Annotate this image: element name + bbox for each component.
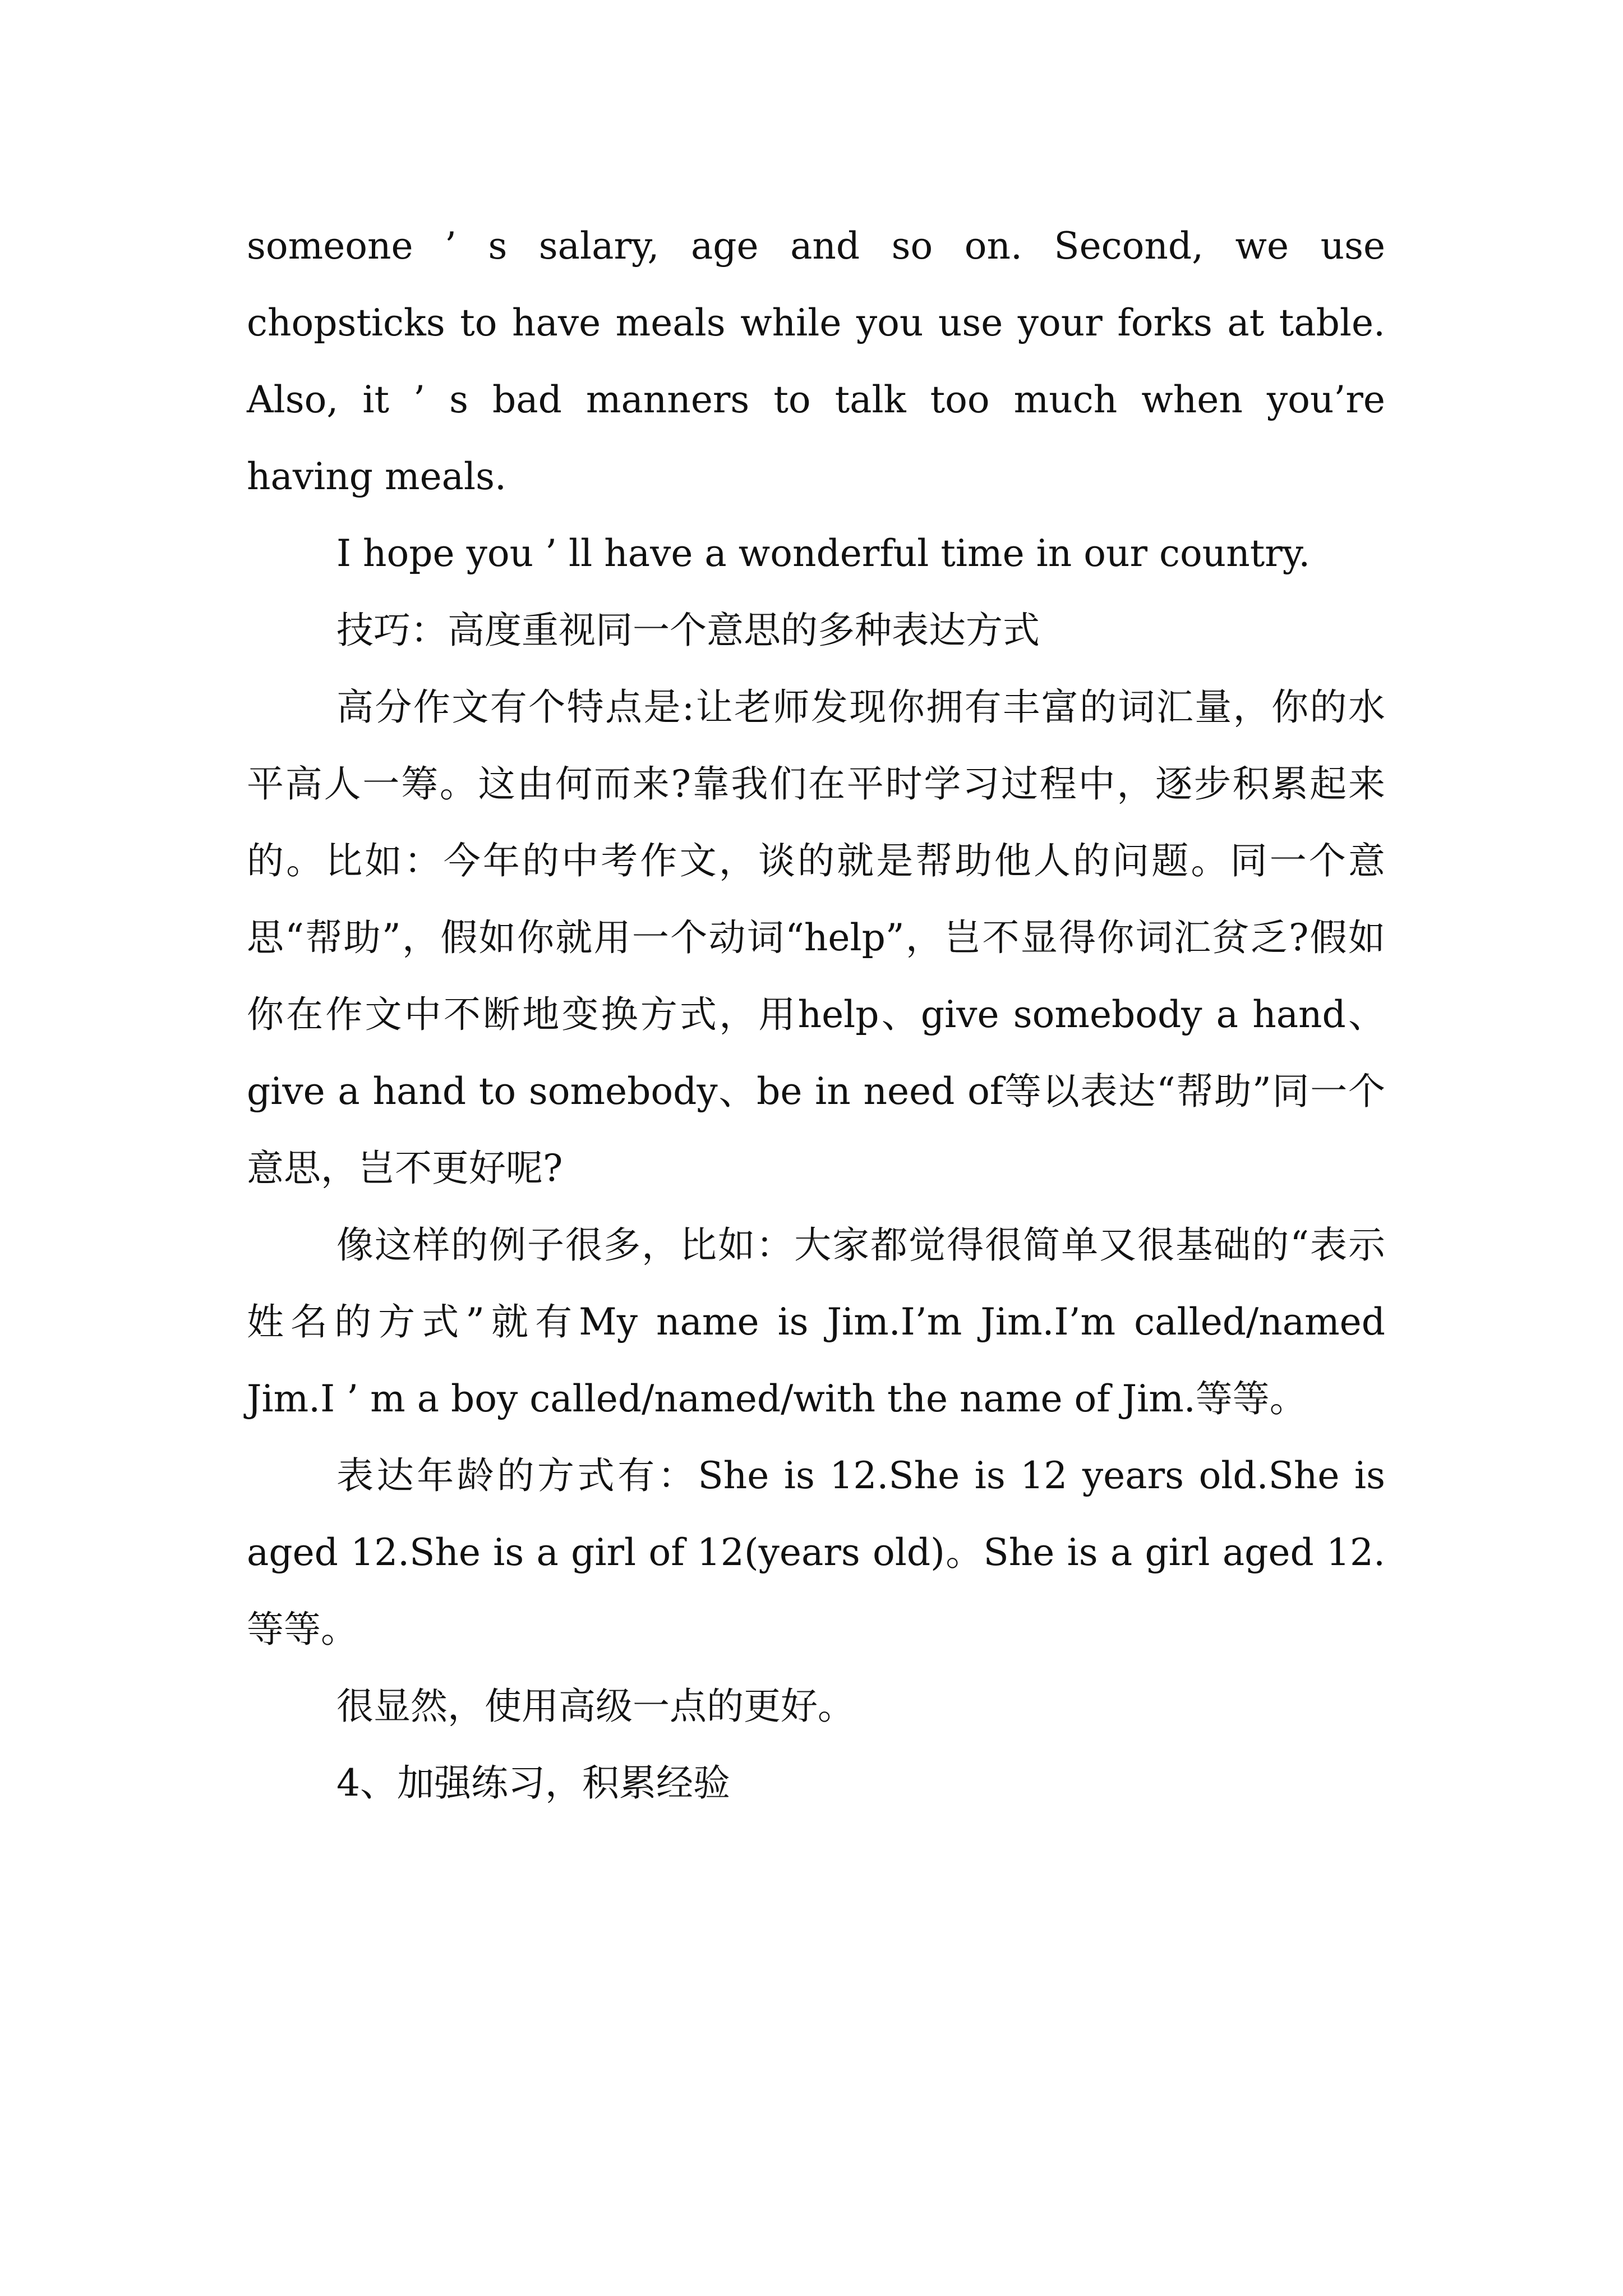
paragraph-4: 高分作文有个特点是:让老师发现你拥有丰富的词汇量，你的水平高人一筹。这由何而来?靠我们在平时学习过程中，逐步积累起来的。比如：今年的中考作文，谈的就是帮助他人的问题。同一个意思“帮助”，假如你就用一个动词“help”，岂不显得你词汇贫乏?假如你在作文中不断地变换方式，用help、give somebody a hand、give a hand to somebody、be in need of等以表达“帮助”同一个意思，岂不更好呢? xyxy=(247,685,1385,1190)
paragraph-7: 很显然，使用高级一点的更好。 xyxy=(336,1685,855,1728)
document-body xyxy=(247,208,1385,1821)
paragraph-8: 4、加强练习，积累经验 xyxy=(336,1761,730,1805)
paragraph-6: 表达年龄的方式有：She is 12.She is 12 years old.She is aged 12.She is a girl of 12(years old)。She is a girl aged 12.等等。 xyxy=(247,1454,1385,1651)
paragraph-2: I hope you ’ ll have a wonderful time in our country. xyxy=(336,532,1311,575)
paragraph-5: 像这样的例子很多，比如：大家都觉得很简单又很基础的“表示姓名的方式”就有My name is Jim.I’m Jim.I’m called/named Jim.I ’ m a boy called/named/with the name of Jim.等等。 xyxy=(247,1223,1385,1420)
paragraph-3: 技巧：高度重视同一个意思的多种表达方式 xyxy=(336,609,1040,652)
paragraph-1: someone ’ s salary, age and so on. Second, we use chopsticks to have meals while you use your forks at table. Also, it ’ s bad manners to talk too much when you’re having meals. xyxy=(247,224,1385,498)
